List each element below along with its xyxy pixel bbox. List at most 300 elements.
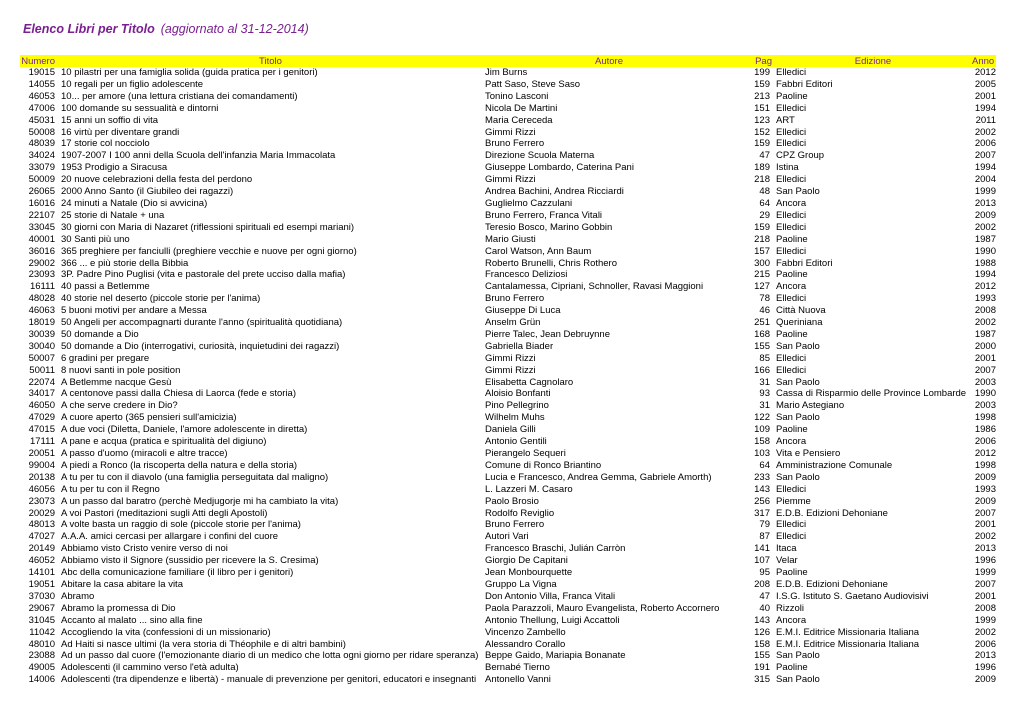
cell-anno: 2012 [974,448,996,459]
cell-autore: Bruno Ferrero [485,519,545,531]
cell-edizione: San Paolo [776,674,820,686]
cell-pag: 155 [754,340,770,352]
cell-autore: Antonello Vanni [485,674,551,686]
col-header-edizione: Edizione [854,55,892,67]
cell-pag: 317 [754,507,770,519]
cell-numero: 48028 [28,293,55,305]
cell-edizione: Paoline [776,662,808,674]
cell-titolo: 8 nuovi santi in pole position [61,364,181,376]
cell-pag: 256 [754,495,770,507]
cell-anno: 2005 [974,78,996,90]
table-row [20,496,996,508]
cell-anno: 2007 [974,507,996,519]
cell-edizione: Ancora [776,436,807,448]
cell-titolo: Abbiamo visto Cristo venire verso di noi [61,543,228,555]
cell-autore: Carol Watson, Ann Baum [485,245,592,257]
table-row [20,472,996,484]
cell-pag: 47 [759,590,770,602]
cell-edizione: Elledici [776,138,807,150]
cell-numero: 14006 [28,674,55,686]
cell-titolo: 17 storie col nocciolo [61,138,150,150]
cell-titolo: 366 ... e più storie della Bibbia [61,257,189,269]
table-row [20,460,996,472]
cell-pag: 158 [754,638,770,650]
cell-anno: 1996 [974,555,996,567]
cell-numero: 29067 [28,602,55,614]
cell-autore: Antonio Gentili [485,436,547,448]
page-title [23,22,309,36]
cell-pag: 159 [754,138,770,150]
table-row [20,591,996,603]
cell-pag: 191 [754,662,770,674]
cell-titolo: 30 giorni con Maria di Nazaret (riflessioni spirituali ed esempi mariani) [61,221,355,233]
cell-anno: 2009 [974,674,996,686]
cell-autore: Tonino Lasconi [485,90,549,102]
cell-titolo: 40 storie nel deserto (piccole storie per l'anima) [61,293,261,305]
cell-autore: Giuseppe Di Luca [485,305,561,317]
table-row [20,174,996,186]
table-header [20,55,996,67]
table-row [20,305,996,317]
cell-edizione: Velar [776,555,798,567]
table-row [20,377,996,389]
cell-anno: 1999 [974,567,996,579]
cell-pag: 213 [754,90,770,102]
cell-numero: 46056 [28,483,55,495]
cell-numero: 48013 [28,519,55,531]
cell-numero: 19015 [28,67,55,78]
cell-titolo: 30 Santi più uno [61,233,130,245]
cell-autore: Jim Burns [485,67,528,78]
cell-anno: 2001 [974,519,996,531]
cell-edizione: Rizzoli [776,602,804,614]
col-header-titolo: Titolo [259,55,282,67]
cell-autore: Antonio Thellung, Luigi Accattoli [485,614,620,626]
table-row [20,436,996,448]
cell-numero: 46050 [28,400,55,412]
cell-edizione: Elledici [776,352,807,364]
table-row [20,138,996,150]
cell-pag: 152 [754,126,770,138]
table-row [20,555,996,567]
cell-titolo: Abbiamo visto il Signore (sussidio per ricevere la S. Cresima) [61,555,319,567]
cell-edizione: Elledici [776,67,807,78]
cell-numero: 50009 [28,174,55,186]
cell-autore: Gimmi Rizzi [485,126,536,138]
cell-pag: 31 [759,376,770,388]
cell-pag: 141 [754,543,770,555]
cell-edizione: San Paolo [776,412,820,424]
cell-numero: 20051 [28,448,55,459]
cell-autore: Teresio Bosco, Marino Gobbin [485,221,613,233]
cell-titolo: A piedi a Ronco (la riscoperta della natura e della storia) [61,459,298,471]
cell-anno: 2011 [975,114,996,126]
cell-edizione: Istina [776,162,799,174]
table-row [20,579,996,591]
cell-numero: 48039 [28,138,55,150]
cell-anno: 2002 [974,531,996,543]
header-row [20,55,996,67]
cell-pag: 159 [754,78,770,90]
cell-autore: Gimmi Rizzi [485,352,536,364]
cell-anno: 1994 [974,269,996,281]
cell-anno: 2009 [974,209,996,221]
cell-numero: 17111 [29,436,55,448]
cell-pag: 159 [754,221,770,233]
cell-anno: 1990 [974,388,996,400]
cell-numero: 22074 [28,376,55,388]
table-row [20,258,996,270]
cell-edizione: Paoline [776,269,808,281]
cell-numero: 33045 [28,221,55,233]
cell-edizione: Itaca [776,543,797,555]
cell-numero: 19051 [28,578,55,590]
cell-edizione: E.D.B. Edizioni Dehoniane [776,578,888,590]
cell-pag: 123 [754,114,770,126]
cell-pag: 47 [759,150,770,162]
cell-autore: Gabriella Biader [485,340,554,352]
cell-titolo: 50 domande a Dio (interrogativi, curiosità, inquietudini dei ragazzi) [61,340,340,352]
cell-pag: 48 [759,186,770,198]
cell-pag: 64 [759,197,770,209]
cell-autore: Don Antonio Villa, Franca Vitali [485,590,616,602]
cell-autore: Autori Vari [485,531,529,543]
table-body [20,67,996,686]
table-row [20,424,996,436]
cell-pag: 40 [759,602,770,614]
cell-autore: Wilhelm Muhs [485,412,545,424]
cell-pag: 208 [754,578,770,590]
cell-edizione: Ancora [776,281,807,293]
cell-numero: 34017 [28,388,55,400]
cell-titolo: 5 buoni motivi per andare a Messa [61,305,207,317]
cell-autore: Daniela Gilli [485,424,536,436]
cell-autore: Anselm Grün [485,317,541,329]
cell-edizione: Amministrazione Comunale [776,459,893,471]
cell-titolo: 1953 Prodigio a Siracusa [61,162,168,174]
cell-numero: 47006 [28,102,55,114]
cell-titolo: Accanto al malato ... sino alla fine [61,614,203,626]
cell-pag: 151 [754,102,770,114]
cell-pag: 93 [759,388,770,400]
cell-numero: 40001 [28,233,55,245]
table-row [20,519,996,531]
cell-titolo: A un passo dal baratro (perchè Medjugorje mi ha cambiato la vita) [61,495,339,507]
cell-anno: 1998 [974,459,996,471]
cell-titolo: 15 anni un soffio di vita [61,114,159,126]
cell-anno: 2004 [974,174,996,186]
cell-pag: 155 [754,650,770,662]
cell-titolo: Ad Haiti si nasce ultimi (la vera storia di Théophile e di altri bambini) [61,638,346,650]
cell-titolo: 3P. Padre Pino Puglisi (vita e pastorale del prete ucciso dalla mafia) [61,269,346,281]
cell-edizione: E.M.I. Editrice Missionaria Italiana [776,638,920,650]
cell-titolo: Abramo [61,590,95,602]
cell-anno: 1993 [974,293,996,305]
cell-pag: 300 [754,257,770,269]
cell-numero: 22107 [28,209,55,221]
cell-edizione: San Paolo [776,376,820,388]
cell-autore: L. Lazzeri M. Casaro [485,483,573,495]
cell-pag: 78 [759,293,770,305]
cell-edizione: CPZ Group [776,150,825,162]
cell-numero: 48010 [28,638,55,650]
cell-numero: 36016 [28,245,55,257]
cell-autore: Gimmi Rizzi [485,364,536,376]
cell-anno: 1986 [974,424,996,436]
cell-numero: 23088 [28,650,55,662]
cell-titolo: Abc della comunicazione familiare (il libro per i genitori) [61,567,294,579]
cell-titolo: 50 Angeli per accompagnarti durante l'anno (spiritualità quotidiana) [61,317,343,329]
cell-numero: 30039 [28,328,55,340]
cell-edizione: Paoline [776,233,808,245]
cell-edizione: San Paolo [776,471,820,483]
col-header-autore: Autore [595,55,623,67]
cell-pag: 126 [754,626,770,638]
cell-anno: 2006 [974,138,996,150]
cell-anno: 2003 [974,376,996,388]
cell-titolo: A passo d'uomo (miracoli e altre tracce) [61,448,228,459]
cell-edizione: Elledici [776,221,807,233]
cell-titolo: 1907-2007 I 100 anni della Scuola dell'infanzia Maria Immacolata [61,150,336,162]
cell-titolo: A pane e acqua (pratica e spiritualità del digiuno) [61,436,267,448]
table-row [20,210,996,222]
cell-pag: 87 [759,531,770,543]
table-row [20,650,996,662]
cell-anno: 1998 [974,412,996,424]
cell-anno: 2009 [974,495,996,507]
cell-numero: 50008 [28,126,55,138]
cell-pag: 64 [759,459,770,471]
cell-edizione: E.M.I. Editrice Missionaria Italiana [776,626,920,638]
cell-titolo: A che serve credere in Dio? [61,400,178,412]
cell-anno: 2012 [974,281,996,293]
cell-edizione: Paoline [776,424,808,436]
cell-titolo: A cuore aperto (365 pensieri sull'amicizia) [61,412,237,424]
cell-anno: 1994 [974,162,996,174]
cell-anno: 2003 [974,400,996,412]
cell-anno: 2007 [974,150,996,162]
cell-pag: 158 [754,436,770,448]
cell-numero: 33079 [28,162,55,174]
cell-titolo: A tu per tu con il diavolo (una famiglia perseguitata dal maligno) [61,471,329,483]
cell-autore: Direzione Scuola Materna [485,150,595,162]
cell-edizione: Elledici [776,519,807,531]
cell-edizione: Fabbri Editori [776,78,833,90]
cell-autore: Francesco Deliziosi [485,269,568,281]
table-row [20,615,996,627]
cell-autore: Lucia e Francesco, Andrea Gemma, Gabriele Amorth) [485,471,712,483]
cell-edizione: Elledici [776,174,807,186]
cell-numero: 30040 [28,340,55,352]
cell-anno: 2013 [974,543,996,555]
cell-autore: Rodolfo Reviglio [485,507,555,519]
cell-edizione: Piemme [776,495,811,507]
cell-autore: Nicola De Martini [485,102,558,114]
cell-autore: Gruppo La Vigna [485,578,557,590]
cell-autore: Andrea Bachini, Andrea Ricciardi [485,186,624,198]
cell-pag: 143 [754,483,770,495]
cell-titolo: Accogliendo la vita (confessioni di un missionario) [61,626,271,638]
cell-edizione: Paoline [776,567,808,579]
cell-autore: Vincenzo Zambello [485,626,566,638]
table-row [20,448,996,460]
table-row [20,162,996,174]
cell-titolo: 10 regali per un figlio adolescente [61,78,204,90]
cell-edizione: I.S.G. Istituto S. Gaetano Audiovisivi [776,590,929,602]
cell-numero: 47027 [28,531,55,543]
cell-anno: 2013 [974,197,996,209]
cell-numero: 49005 [28,662,55,674]
cell-edizione: Ancora [776,614,807,626]
table-row [20,508,996,520]
cell-numero: 20138 [28,471,55,483]
cell-titolo: 365 preghiere per fanciulli (preghiere vecchie e nuove per ogni giorno) [61,245,357,257]
cell-pag: 143 [754,614,770,626]
cell-pag: 157 [754,245,770,257]
cell-pag: 233 [754,471,770,483]
table-row [20,91,996,103]
cell-autore: Bruno Ferrero [485,293,545,305]
cell-autore: Francesco Braschi, Julián Carròn [485,543,626,555]
cell-titolo: Ad un passo dal cuore (l'emozionante diario di un medico che lotta ogni giorno per ridare speranza) [61,650,479,662]
cell-titolo: 40 passi a Betlemme [61,281,150,293]
table-row [20,639,996,651]
cell-anno: 1988 [974,257,996,269]
col-header-numero: Numero [21,55,55,67]
cell-numero: 23093 [28,269,55,281]
table-row [20,127,996,139]
cell-anno: 2009 [974,471,996,483]
col-header-anno: Anno [972,55,995,67]
table-row [20,412,996,424]
cell-numero: 46063 [28,305,55,317]
table-row [20,353,996,365]
cell-anno: 2007 [974,364,996,376]
cell-edizione: Queriniana [776,317,823,329]
cell-anno: 2002 [974,317,996,329]
table-row [20,484,996,496]
cell-numero: 46053 [28,90,55,102]
cell-titolo: A volte basta un raggio di sole (piccole storie per l'anima) [61,519,301,531]
cell-edizione: Elledici [776,483,807,495]
table-row [20,317,996,329]
cell-pag: 215 [754,269,770,281]
cell-autore: Bruno Ferrero, Franca Vitali [485,209,603,221]
cell-pag: 199 [754,67,770,78]
table-row [20,281,996,293]
cell-edizione: Paoline [776,328,808,340]
cell-numero: 34024 [28,150,55,162]
cell-titolo: A due voci (Diletta, Daniele, l'amore adolescente in diretta) [61,424,308,436]
cell-edizione: Vita e Pensiero [776,448,841,459]
cell-edizione: Mario Astegiano [776,400,845,412]
table-row [20,234,996,246]
cell-anno: 2000 [974,340,996,352]
cell-titolo: 10... per amore (una lettura cristiana dei comandamenti) [61,90,298,102]
cell-titolo: Adolescenti (il cammino verso l'età adulta) [61,662,239,674]
cell-pag: 166 [754,364,770,376]
table-row [20,567,996,579]
cell-edizione: Elledici [776,126,807,138]
table-row [20,365,996,377]
cell-edizione: Elledici [776,245,807,257]
cell-titolo: 10 pilastri per una famiglia solida (guida pratica per i genitori) [61,67,318,78]
cell-titolo: 50 domande a Dio [61,328,139,340]
cell-pag: 189 [754,162,770,174]
cell-titolo: A centonove passi dalla Chiesa di Laorca (fede e storia) [61,388,296,400]
cell-pag: 79 [759,519,770,531]
table-row [20,400,996,412]
table-row [20,198,996,210]
books-table [20,55,996,686]
cell-titolo: A voi Pastori (meditazioni sugli Atti degli Apostoli) [61,507,268,519]
title-date: (aggiornato al 31-12-2014) [160,22,309,36]
cell-autore: Guglielmo Cazzulani [485,197,573,209]
cell-autore: Gimmi Rizzi [485,174,536,186]
cell-numero: 14055 [28,78,55,90]
cell-anno: 2001 [974,352,996,364]
cell-titolo: 20 nuove celebrazioni della festa del perdono [61,174,253,186]
cell-pag: 168 [754,328,770,340]
cell-numero: 18019 [28,317,55,329]
cell-autore: Pierangelo Sequeri [485,448,566,459]
cell-numero: 29002 [28,257,55,269]
table-row [20,79,996,91]
table-row [20,115,996,127]
table-row [20,222,996,234]
cell-anno: 2012 [974,67,996,78]
cell-autore: Jean Monbourquette [485,567,573,579]
cell-edizione: Cassa di Risparmio delle Province Lombarde [776,388,967,400]
cell-autore: Pino Pellegrino [485,400,549,412]
cell-autore: Aloisio Bonfanti [485,388,551,400]
cell-edizione: Ancora [776,197,807,209]
cell-numero: 16111 [29,281,55,293]
cell-autore: Maria Cereceda [485,114,553,126]
cell-anno: 1994 [974,102,996,114]
cell-anno: 2001 [974,90,996,102]
cell-titolo: Adolescenti (tra dipendenze e libertà) - manuale di prevenzione per genitori, educatori e insegnanti [61,674,477,686]
cell-anno: 2002 [974,626,996,638]
cell-autore: Giuseppe Lombardo, Caterina Pani [485,162,634,174]
cell-anno: 2007 [974,578,996,590]
cell-anno: 1999 [974,614,996,626]
cell-autore: Paola Parazzoli, Mauro Evangelista, Roberto Accornero [485,602,720,614]
cell-pag: 95 [759,567,770,579]
table-row [20,103,996,115]
cell-autore: Patt Saso, Steve Saso [485,78,581,90]
cell-autore: Alessandro Corallo [485,638,566,650]
table-row [20,388,996,400]
cell-edizione: Elledici [776,293,807,305]
cell-edizione: Elledici [776,531,807,543]
table-row [20,662,996,674]
cell-pag: 122 [754,412,770,424]
table-row [20,186,996,198]
cell-autore: Beppe Gaido, Mariapia Bonanate [485,650,626,662]
cell-numero: 31045 [28,614,55,626]
cell-numero: 16016 [28,197,55,209]
cell-pag: 46 [759,305,770,317]
cell-edizione: ART [776,114,795,126]
table-row [20,543,996,555]
cell-numero: 23073 [28,495,55,507]
cell-pag: 103 [754,448,770,459]
cell-edizione: San Paolo [776,340,820,352]
cell-pag: 251 [754,317,770,329]
cell-numero: 11042 [29,626,55,638]
cell-numero: 20029 [28,507,55,519]
